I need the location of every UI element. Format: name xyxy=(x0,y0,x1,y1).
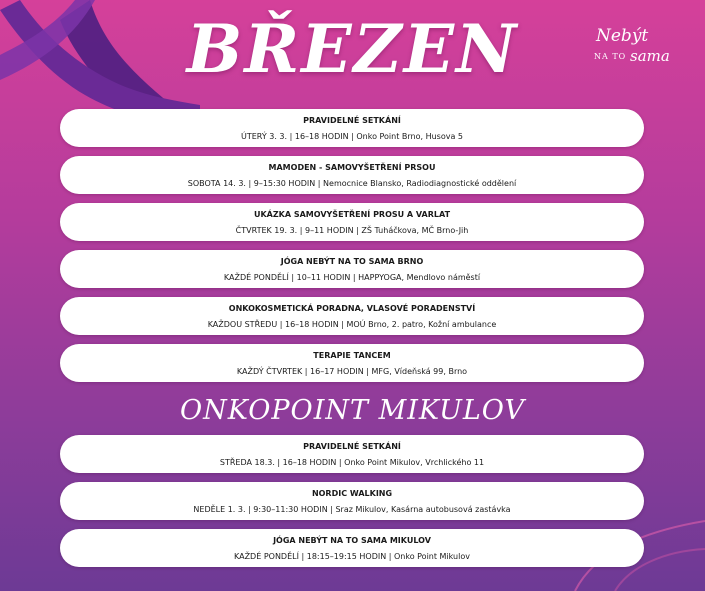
event-card xyxy=(60,203,644,241)
event-card xyxy=(60,435,644,473)
event-detail: SOBOTA 14. 3. | 9–15:30 HODIN | Nemocnice Blansko, Radiodiagnostické oddělení xyxy=(187,179,517,188)
event-detail: ÚTERÝ 3. 3. | 16–18 HODIN | Onko Point Brno, Husova 5 xyxy=(240,132,464,141)
event-card xyxy=(60,482,644,520)
mikulov-event-list xyxy=(60,435,644,576)
brand-logo xyxy=(594,26,684,76)
section-heading-mikulov: ONKOPOINT MIKULOV xyxy=(180,395,525,426)
event-title: PRAVIDELNÉ SETKÁNÍ xyxy=(303,442,401,451)
event-title: TERAPIE TANCEM xyxy=(313,351,391,360)
event-detail: KAŽDÝ ČTVRTEK | 16–17 HODIN | MFG, Vídeňská 99, Brno xyxy=(236,367,468,376)
event-detail: NEDĚLE 1. 3. | 9:30–11:30 HODIN | Sraz Mikulov, Kasárna autobusová zastávka xyxy=(193,505,511,514)
event-detail: KAŽDÉ PONDĚLÍ | 10–11 HODIN | HAPPYOGA, Mendlovo náměstí xyxy=(223,273,481,282)
event-title: JÓGA NEBÝT NA TO SAMA BRNO xyxy=(280,257,424,266)
event-card xyxy=(60,156,644,194)
event-detail: KAŽDÉ PONDĚLÍ | 18:15–19:15 HODIN | Onko Point Mikulov xyxy=(234,552,470,561)
event-card xyxy=(60,297,644,335)
logo-line-1: Nebýt xyxy=(596,26,649,46)
event-title: ONKOKOSMETICKÁ PORADNA, VLASOVÉ PORADENSTVÍ xyxy=(228,304,476,313)
event-title: MAMODEN - SAMOVYŠETŘENÍ PRSOU xyxy=(268,163,436,172)
event-detail: KAŽDOU STŘEDU | 16–18 HODIN | MOÚ Brno, 2. patro, Kožní ambulance xyxy=(207,320,497,329)
event-card xyxy=(60,109,644,147)
event-title: PRAVIDELNÉ SETKÁNÍ xyxy=(303,116,401,125)
event-detail: STŘEDA 18.3. | 16–18 HODIN | Onko Point Mikulov, Vrchlického 11 xyxy=(219,458,485,467)
event-title: NORDIC WALKING xyxy=(311,489,393,498)
brno-event-list xyxy=(60,109,644,391)
event-title: UKÁZKA SAMOVYŠETŘENÍ PROSU A VARLAT xyxy=(253,210,451,219)
event-card xyxy=(60,250,644,288)
event-title: JÓGA NEBÝT NA TO SAMA MIKULOV xyxy=(273,536,431,545)
event-detail: ČTVRTEK 19. 3. | 9–11 HODIN | ZŠ Tuháčkova, MČ Brno-Jih xyxy=(235,226,469,235)
event-card xyxy=(60,344,644,382)
page-title: BŘEZEN xyxy=(186,10,519,88)
logo-line-2: NA TO xyxy=(594,52,627,61)
logo-line-3: sama xyxy=(630,47,670,65)
event-card xyxy=(60,529,644,567)
